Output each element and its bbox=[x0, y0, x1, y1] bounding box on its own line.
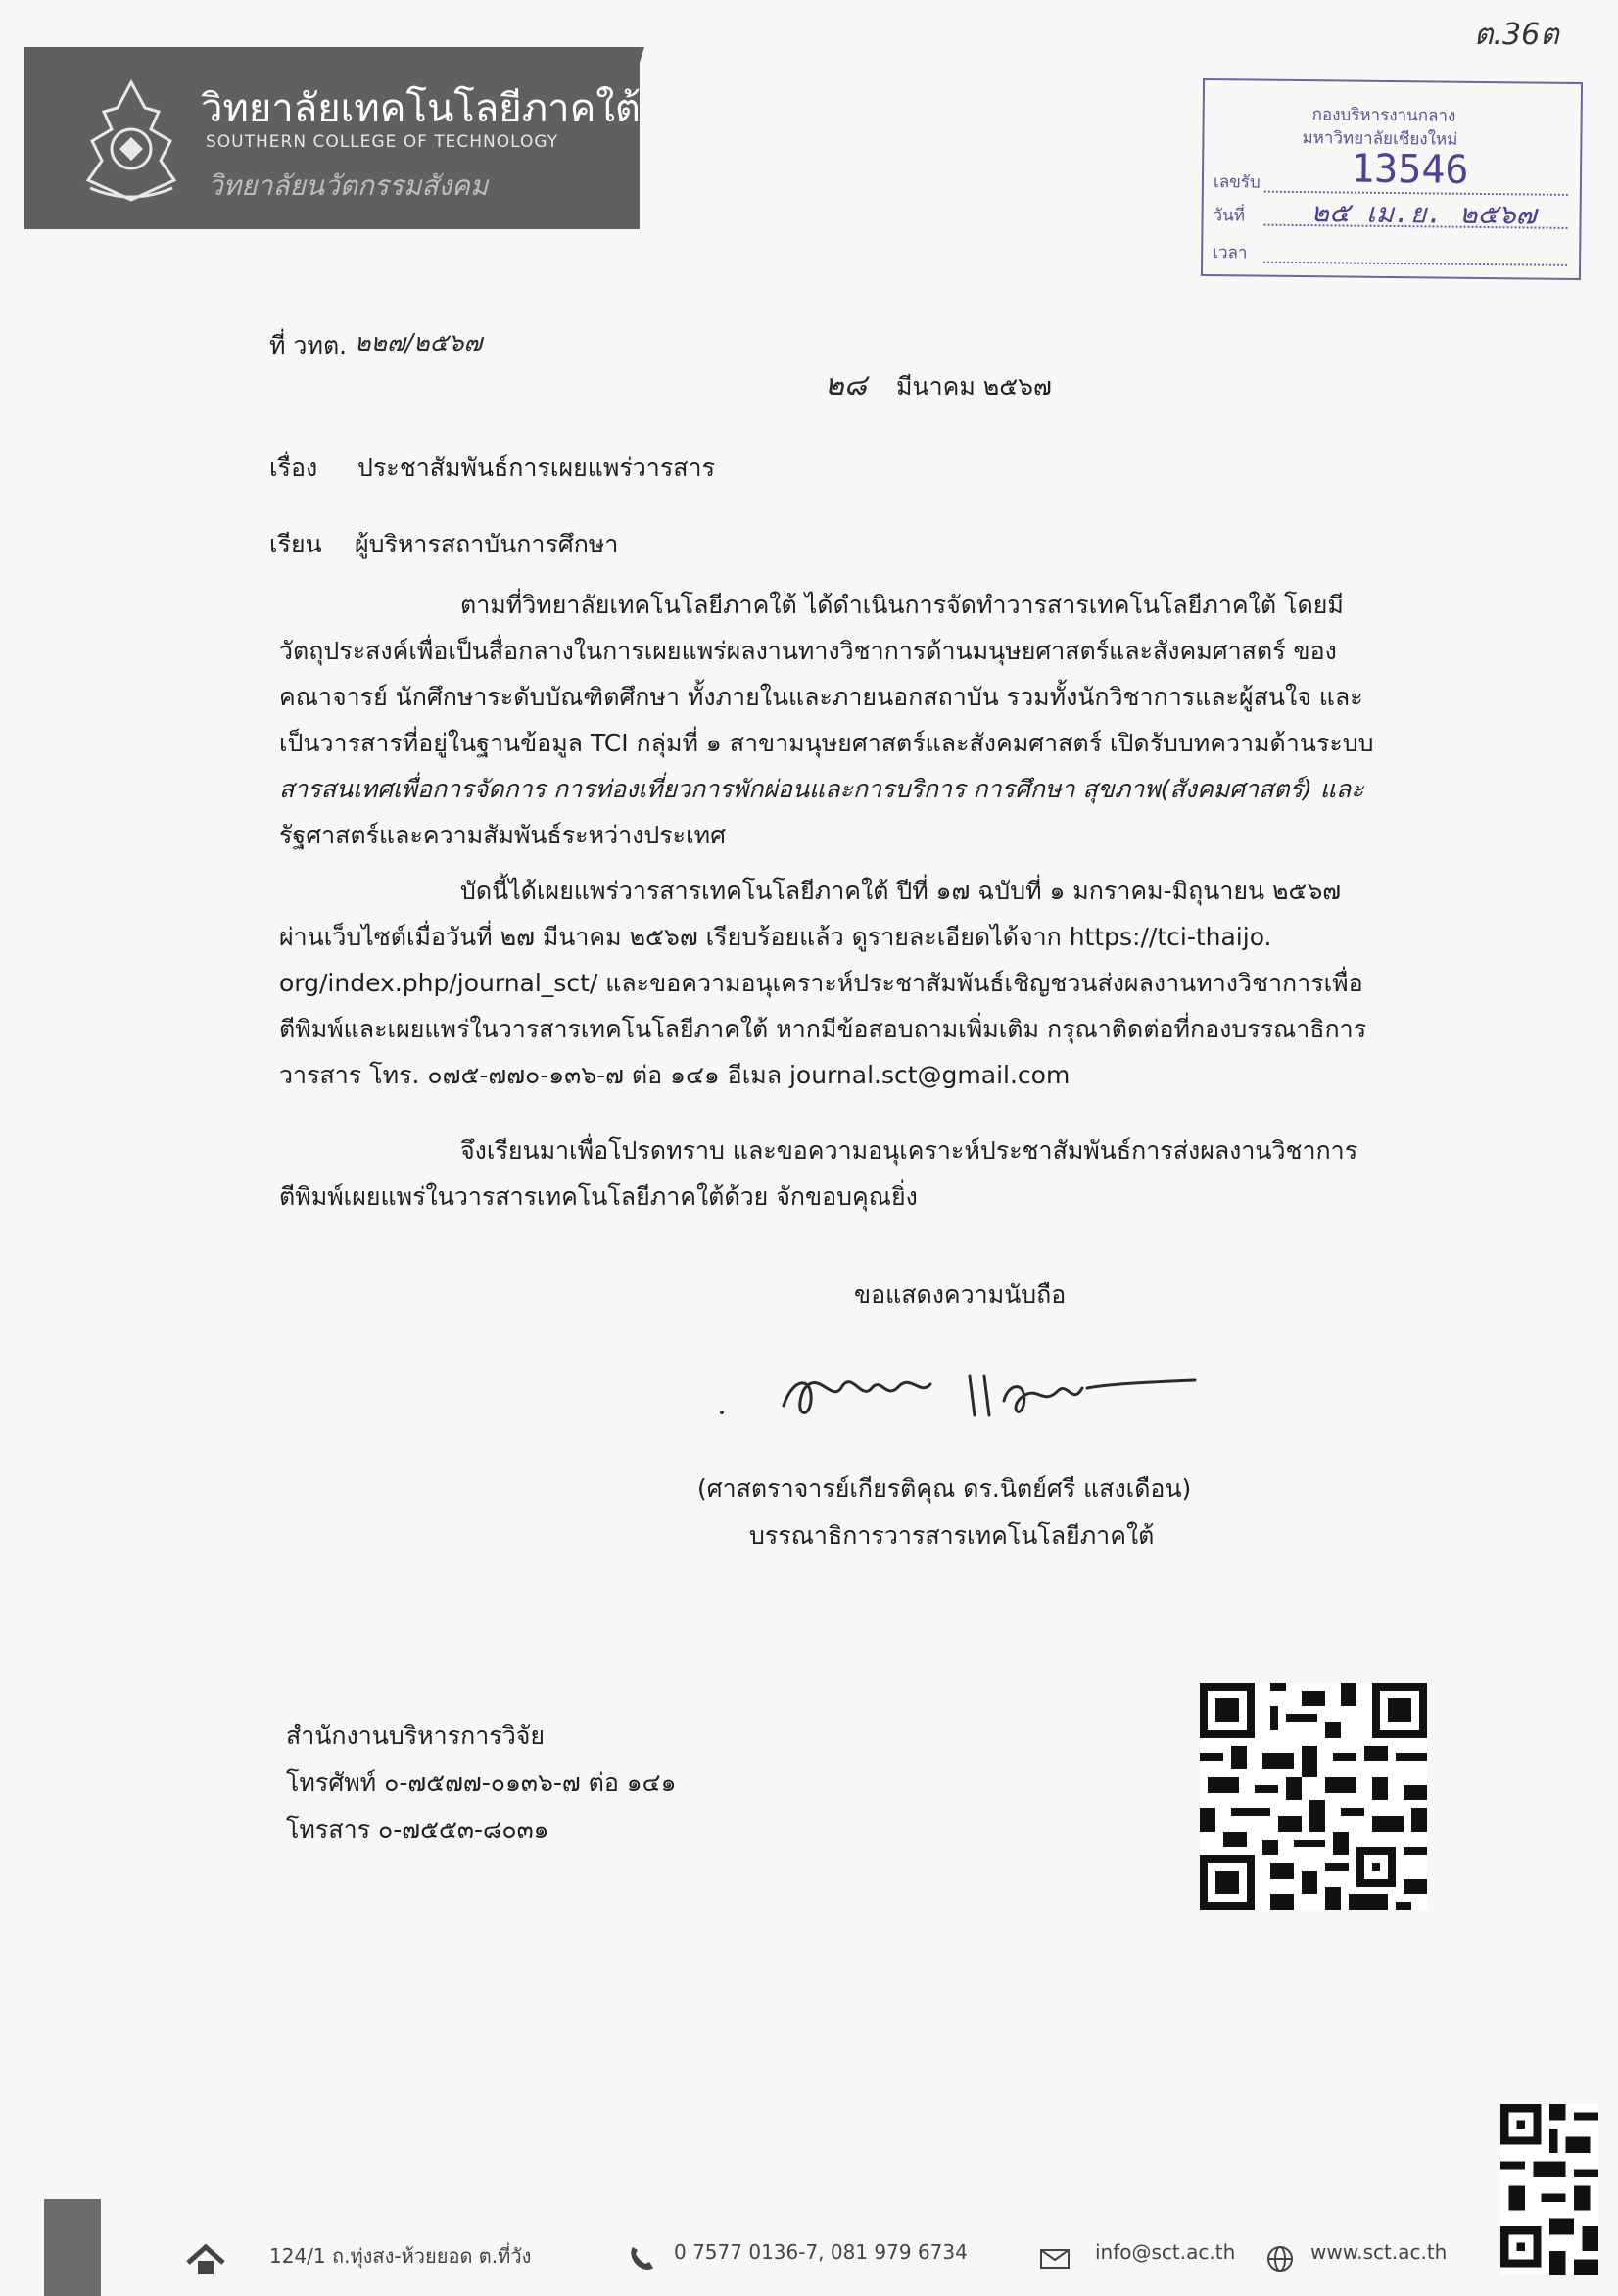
signer-title: บรรณาธิการวารสารเทคโนโลยีภาคใต้ bbox=[749, 1521, 1155, 1550]
office-phone: โทรศัพท์ ๐-๗๕๗๗-๐๑๓๖-๗ ต่อ ๑๔๑ bbox=[286, 1768, 677, 1796]
paragraph2-line3: org/index.php/journal_sct/ และขอความอนุเคราะห์ประชาสัมพันธ์เชิญชวนส่งผลงานทางวิชาการเพื่อ bbox=[279, 969, 1363, 997]
paragraph2-line5: วารสาร โทร. ๐๗๕-๗๗๐-๑๓๖-๗ ต่อ ๑๔๑ อีเมล journal.sct@gmail.com bbox=[279, 1061, 1071, 1089]
college-motto: วิทยาลัยนวัตกรรมสังคม bbox=[208, 169, 489, 202]
signer-name: (ศาสตราจารย์เกียรติคุณ ดร.นิตย์ศรี แสงเดือน) bbox=[697, 1474, 1192, 1503]
reference-label: ที่ วทต. bbox=[269, 331, 348, 359]
handwritten-signature bbox=[774, 1347, 1205, 1435]
college-english-name: SOUTHERN COLLEGE OF TECHNOLOGY bbox=[206, 132, 559, 152]
stamp-received-number: 13546 bbox=[1350, 146, 1469, 193]
phone-icon bbox=[627, 2243, 656, 2272]
stamp-office-line2: มหาวิทยาลัยเชียงใหม่ bbox=[1302, 128, 1458, 150]
corner-handwritten-note: ต.36ต bbox=[1474, 18, 1559, 52]
paragraph1-line6: รัฐศาสตร์และความสัมพันธ์ระหว่างประเทศ bbox=[279, 821, 726, 849]
paragraph2-line1: บัดนี้ได้เผยแพร่วารสารเทคโนโลยีภาคใต้ ปีที่ ๑๗ ฉบับที่ ๑ มกราคม-มิถุนายน ๒๕๖๗ bbox=[460, 877, 1342, 905]
footer-qr-code-icon bbox=[1500, 2104, 1598, 2275]
footer-email: info@sct.ac.th bbox=[1095, 2240, 1236, 2264]
footer-website: www.sct.ac.th bbox=[1310, 2240, 1448, 2264]
paragraph1-line2: วัตถุประสงค์เพื่อเป็นสื่อกลางในการเผยแพร่ผลงานทางวิชาการด้านมนุษยศาสตร์และสังคมศาสตร์ ของ bbox=[279, 637, 1337, 665]
office-name: สำนักงานบริหารการวิจัย bbox=[286, 1721, 546, 1749]
qr-code-icon bbox=[1200, 1683, 1427, 1910]
stamp-time-line bbox=[1263, 262, 1567, 266]
office-fax: โทรสาร ๐-๗๕๕๓-๘๐๓๑ bbox=[286, 1815, 549, 1843]
letter-date: มีนาคม ๒๕๖๗ bbox=[896, 372, 1052, 401]
paragraph2-line4: ตีพิมพ์และเผยแพร่ในวารสารเทคโนโลยีภาคใต้ หากมีข้อสอบถามเพิ่มเติม กรุณาติดต่อที่กองบรรณาธิการ bbox=[279, 1015, 1367, 1043]
stamp-date-value: ๒๕ เม.ย. ๒๕๖๗ bbox=[1310, 196, 1537, 231]
stamp-time-label: เวลา bbox=[1213, 243, 1248, 263]
footer-bar bbox=[44, 2199, 101, 2296]
paragraph2-line2: ผ่านเว็บไซต์เมื่อวันที่ ๒๗ มีนาคม ๒๕๖๗ เรียบร้อยแล้ว ดูรายละเอียดได้จาก https://tci-thaijo. bbox=[279, 923, 1272, 951]
footer-address: 124/1 ถ.ทุ่งสง-ห้วยยอด ต.ที่วัง bbox=[269, 2244, 532, 2268]
salutation-label: เรียน bbox=[269, 530, 322, 558]
paragraph1-line5: สารสนเทศเพื่อการจัดการ การท่องเที่ยวการพักผ่อนและการบริการ การศึกษา สุขภาพ(สังคมศาสตร์) และ bbox=[279, 775, 1364, 803]
stamp-received-label: เลขรับ bbox=[1213, 172, 1261, 193]
mail-icon bbox=[1040, 2249, 1070, 2269]
ink-dot bbox=[720, 1411, 724, 1414]
paragraph1-line4: เป็นวารสารที่อยู่ในฐานข้อมูล TCI กลุ่มที่ ๑ สาขามนุษยศาสตร์และสังคมศาสตร์ เปิดรับบทความด้านระบบ bbox=[279, 729, 1374, 757]
paragraph3-line1: จึงเรียนมาเพื่อโปรดทราบ และขอความอนุเคราะห์ประชาสัมพันธ์การส่งผลงานวิชาการ bbox=[460, 1136, 1358, 1165]
receiving-stamp bbox=[1201, 78, 1583, 280]
subject-label: เรื่อง bbox=[269, 454, 318, 482]
paragraph1-line3: คณาจารย์ นักศึกษาระดับบัณฑิตศึกษา ทั้งภายในและภายนอกสถาบัน รวมทั้งนักวิชาการและผู้สนใจ และ bbox=[279, 683, 1363, 711]
footer-phone: 0 7577 0136-7, 081 979 6734 bbox=[674, 2240, 968, 2264]
paragraph1-line1: ตามที่วิทยาลัยเทคโนโลยีภาคใต้ ได้ดำเนินการจัดทำวารสารเทคโนโลยีภาคใต้ โดยมี bbox=[460, 591, 1344, 619]
letter-date-day: ๒๘ bbox=[825, 368, 867, 403]
subject-text: ประชาสัมพันธ์การเผยแพร่วารสาร bbox=[357, 454, 715, 482]
salutation-text: ผู้บริหารสถาบันการศึกษา bbox=[355, 530, 619, 558]
closing-text: ขอแสดงความนับถือ bbox=[854, 1280, 1067, 1309]
home-icon bbox=[184, 2241, 227, 2274]
college-thai-name: วิทยาลัยเทคโนโลยีภาคใต้ bbox=[201, 86, 641, 131]
paragraph3-line2: ตีพิมพ์เผยแพร่ในวารสารเทคโนโลยีภาคใต้ด้วย จักขอบคุณยิ่ง bbox=[279, 1182, 918, 1211]
stamp-date-label: วันที่ bbox=[1213, 206, 1246, 226]
college-logo-icon bbox=[76, 78, 186, 206]
stamp-office-line1: กองบริหารงานกลาง bbox=[1311, 105, 1456, 126]
reference-number: ๒๒๗/๒๕๖๗ bbox=[355, 328, 483, 357]
globe-icon bbox=[1266, 2245, 1294, 2272]
